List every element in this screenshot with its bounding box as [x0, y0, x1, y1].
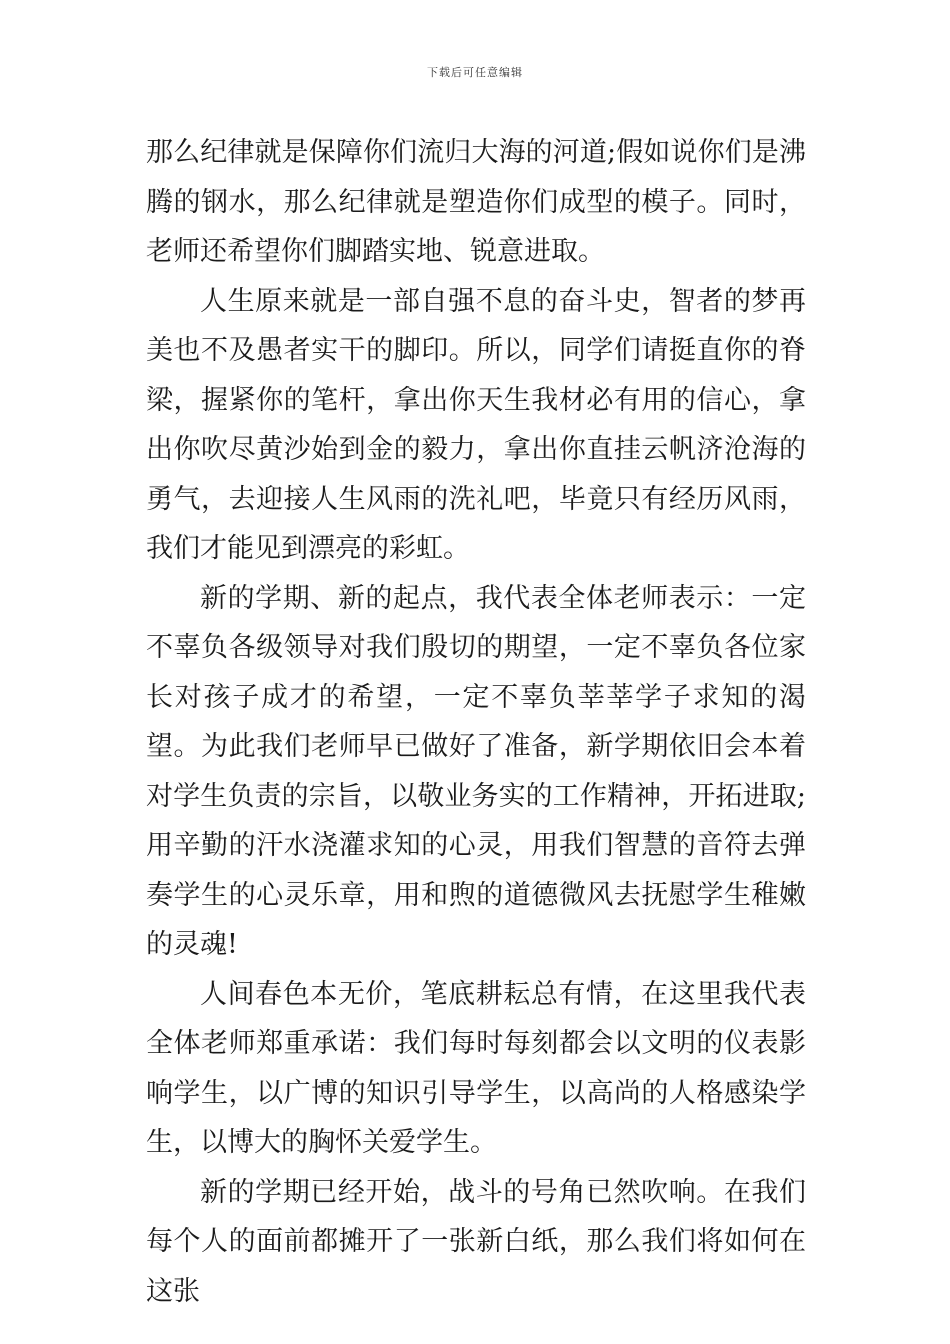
page-header: 下载后可任意编辑: [427, 66, 523, 79]
paragraph-5: 新的学期已经开始，战斗的号角已然吹响。在我们每个人的面前都摊开了一张新白纸，那么我们将如何在这张: [146, 1176, 806, 1307]
paragraph-2: 人生原来就是一部自强不息的奋斗史，智者的梦再美也不及愚者实干的脚印。所以，同学们请挺直你的脊梁，握紧你的笔杆，拿出你天生我材必有用的信心，拿出你吹尽黄沙始到金的毅力，拿出你直挂云帆济沧海的勇气，去迎接人生风雨的洗礼吧，毕竟只有经历风雨，我们才能见到漂亮的彩虹。: [146, 285, 806, 564]
paragraph-4: 人间春色本无价，笔底耕耘总有情，在这里我代表全体老师郑重承诺：我们每时每刻都会以文明的仪表影响学生，以广博的知识引导学生，以高尚的人格感染学生，以博大的胸怀关爱学生。: [146, 978, 806, 1158]
paragraph-3: 新的学期、新的起点，我代表全体老师表示：一定不辜负各级领导对我们殷切的期望，一定不辜负各位家长对孩子成才的希望，一定不辜负莘莘学子求知的渴望。为此我们老师早已做好了准备，新学期依旧会本着对学生负责的宗旨，以敬业务实的工作精神，开拓进取;用辛勤的汗水浇灌求知的心灵，用我们智慧的音符去弹奏学生的心灵乐章，用和煦的道德微风去抚慰学生稚嫩的灵魂!: [146, 582, 806, 960]
paragraph-1: 那么纪律就是保障你们流归大海的河道;假如说你们是沸腾的钢水，那么纪律就是塑造你们成型的模子。同时，老师还希望你们脚踏实地、锐意进取。: [146, 137, 806, 267]
document-body: [146, 128, 806, 1316]
